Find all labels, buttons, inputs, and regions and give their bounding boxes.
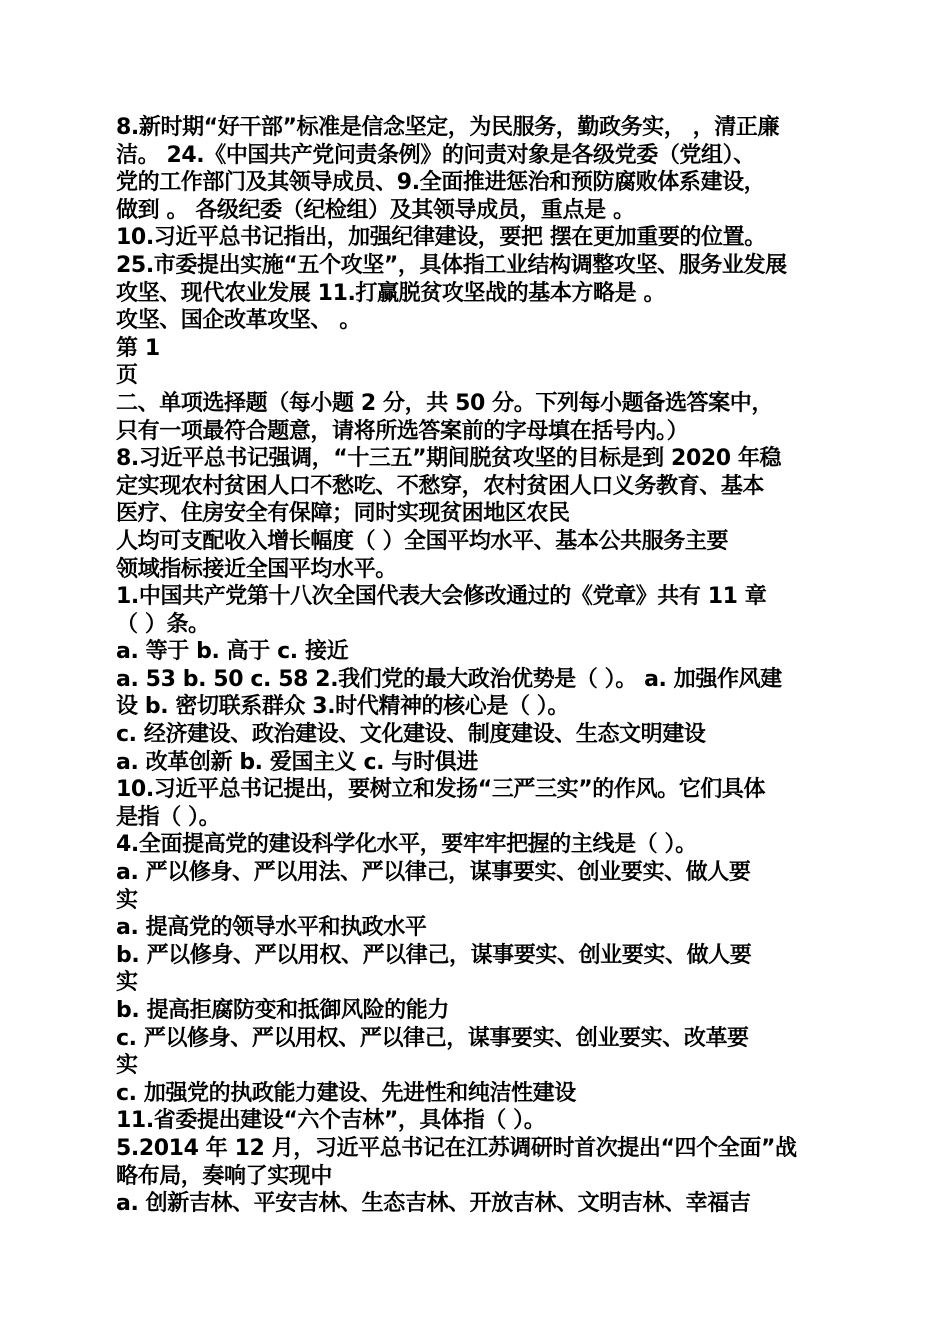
text-line: 1.中国共产党第十八次全国代表大会修改通过的《党章》共有 11 章 <box>116 584 767 610</box>
text-line: 设 b. 密切联系群众 3.时代精神的核心是（ ）。 <box>116 694 570 720</box>
text-line: 洁。 24.《中国共产党问责条例》的问责对象是各级党委（党组）、 <box>116 142 755 168</box>
text-line: b. 严以修身、严以用权、严以律己，谋事要实、创业要实、做人要 <box>116 942 752 968</box>
text-line: 实 <box>116 970 138 996</box>
text-line: 实 <box>116 1053 138 1079</box>
text-line: 是指（ ）。 <box>116 804 221 830</box>
text-line: 10.习近平总书记提出，要树立和发扬“三严三实”的作风。它们具体 <box>116 777 766 803</box>
text-line: a. 严以修身、严以用法、严以律己，谋事要实、创业要实、做人要 <box>116 860 751 886</box>
text-line: c. 经济建设、政治建设、文化建设、制度建设、生态文明建设 <box>116 722 706 748</box>
text-line: 11.省委提出建设“六个吉林”，具体指（ ）。 <box>116 1108 546 1134</box>
text-line: 攻坚、国企改革攻坚、 。 <box>116 308 361 334</box>
text-line: 5.2014 年 12 月，习近平总书记在江苏调研时首次提出“四个全面”战 <box>116 1135 797 1161</box>
text-line: 10.习近平总书记指出，加强纪律建设，要把 摆在更加重要的位置。 <box>116 225 766 251</box>
text-line: 25.市委提出实施“五个攻坚”，具体指工业结构调整攻坚、服务业发展 <box>116 252 787 278</box>
text-line: 8.习近平总书记强调，“十三五”期间脱贫攻坚的目标是到 2020 年稳 <box>116 446 782 472</box>
text-line: 人均可支配收入增长幅度（ ）全国平均水平、基本公共服务主要 <box>116 528 729 554</box>
text-line: 第 1 <box>116 335 160 361</box>
text-line: 攻坚、现代农业发展 11.打赢脱贫攻坚战的基本方略是 。 <box>116 280 666 306</box>
text-line: 页 <box>116 363 138 389</box>
text-line: 党的工作部门及其领导成员、9.全面推进惩治和预防腐败体系建设， <box>116 170 766 196</box>
text-line: 定实现农村贫困人口不愁吃、不愁穿，农村贫困人口义务教育、基本 <box>116 473 765 499</box>
text-line: 只有一项最符合题意，请将所选答案前的字母填在括号内。） <box>116 418 689 444</box>
text-line: a. 改革创新 b. 爱国主义 c. 与时俱进 <box>116 749 478 775</box>
text-line: a. 53 b. 50 c. 58 2.我们党的最大政治优势是（ ）。 a. 加强作风建 <box>116 666 782 692</box>
text-line: a. 等于 b. 高于 c. 接近 <box>116 639 349 665</box>
text-line: 略布局，奏响了实现中 <box>116 1163 333 1189</box>
text-line: 医疗、住房安全有保障；同时实现贫困地区农民 <box>116 501 570 527</box>
text-line: 4.全面提高党的建设科学化水平，要牢牢把握的主线是（ ）。 <box>116 832 697 858</box>
text-line: 实 <box>116 887 138 913</box>
text-line: 二、单项选择题（每小题 2 分，共 50 分。下列每小题备选答案中， <box>116 390 773 416</box>
text-line: c. 加强党的执政能力建设、先进性和纯洁性建设 <box>116 1080 576 1106</box>
text-line: 做到 。 各级纪委（纪检组）及其领导成员，重点是 。 <box>116 197 635 223</box>
text-line: a. 提高党的领导水平和执政水平 <box>116 915 427 941</box>
text-line: b. 提高拒腐防变和抵御风险的能力 <box>116 998 449 1023</box>
text-line: （ ）条。 <box>116 611 210 637</box>
text-line: 8.新时期“好干部”标准是信念坚定，为民服务，勤政务实， ，清正廉 <box>116 115 780 140</box>
text-line: 领域指标接近全国平均水平。 <box>116 556 397 582</box>
document-page <box>116 114 840 1218</box>
text-line: a. 创新吉林、平安吉林、生态吉林、开放吉林、文明吉林、幸福吉 <box>116 1191 751 1217</box>
text-line: c. 严以修身、严以用权、严以律己，谋事要实、创业要实、改革要 <box>116 1025 749 1051</box>
